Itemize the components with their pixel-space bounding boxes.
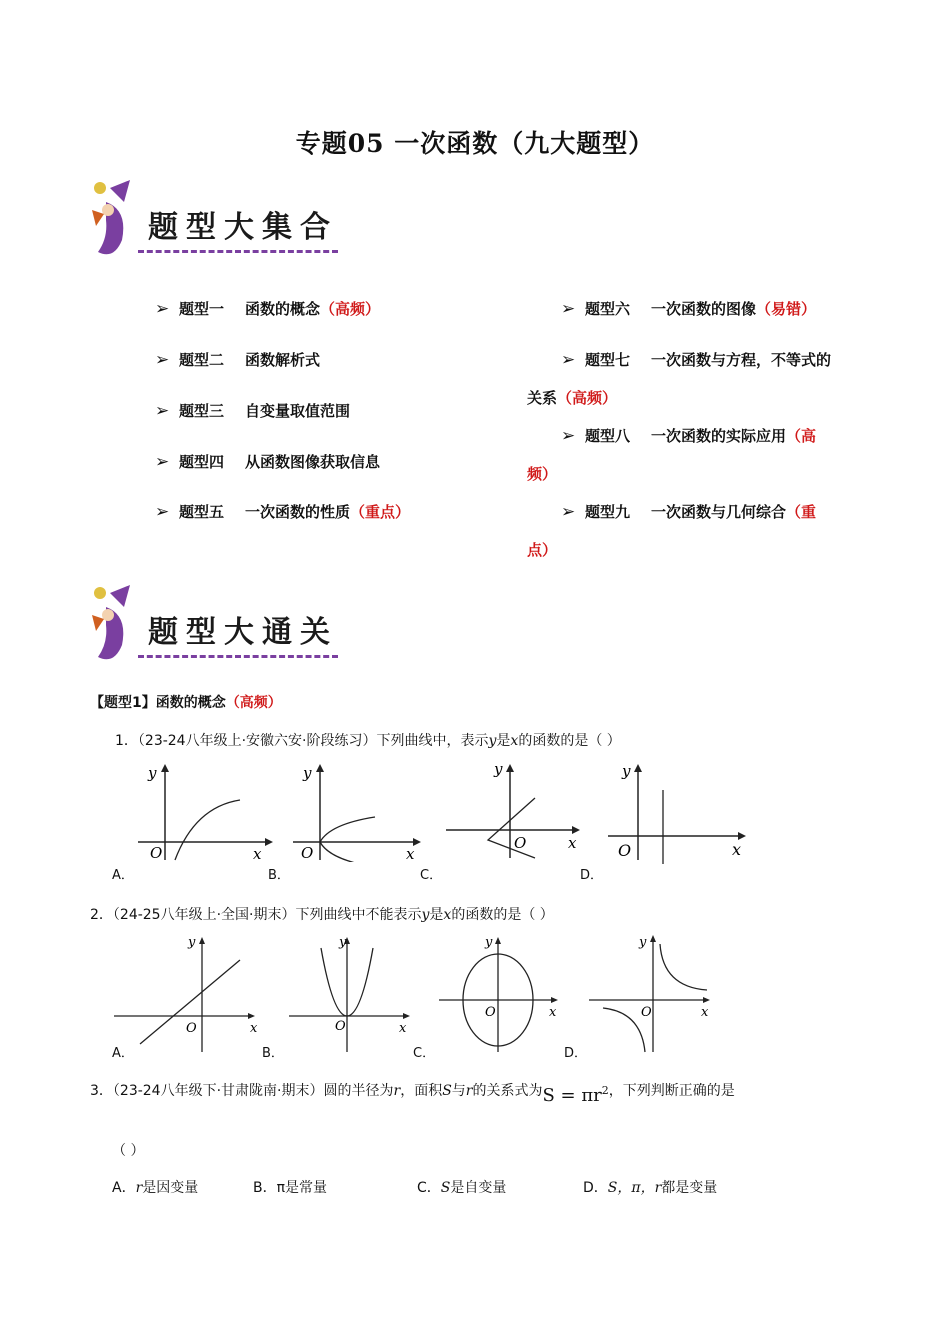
axis-origin-label: O [485,1005,496,1020]
axis-origin-label: O [301,844,314,862]
toc-item-5[interactable]: ➢ 题型五 一次函数的性质（重点） [155,502,411,522]
q1-graph-a [130,762,280,862]
banner-title: 题型大通关 [148,615,338,650]
q2-option-a[interactable]: A． [112,1046,134,1061]
banner-underline [138,250,338,253]
axis-y-label: y [485,935,493,950]
axis-y-label: y [339,935,347,950]
arrow-icon: ➢ [155,299,170,319]
toc-item-2[interactable]: ➢ 题型二 函数解析式 [155,350,321,370]
arrow-icon: ➢ [561,299,576,319]
arrow-icon: ➢ [561,426,576,446]
q2-option-c[interactable]: C． [413,1046,436,1061]
q2-graph-d [585,932,725,1056]
arrow-icon: ➢ [561,502,576,522]
axis-origin-label: O [514,834,527,852]
q1-graph-d [600,760,760,864]
axis-origin-label: O [150,844,163,862]
toc-item-9[interactable]: ➢ 题型九 一次函数与几何综合（重 [561,502,817,522]
question-3-paren: （ ） [112,1143,145,1159]
q2-graph-c [435,932,565,1056]
arrow-icon: ➢ [155,350,170,370]
axis-x-label: x [732,840,742,859]
arrow-icon: ➢ [155,452,170,472]
question-1-stem: 1．（23-24八年级上·安徽六安·阶段练习）下列曲线中，表示y是x的函数的是（ ） [115,733,621,749]
axis-x-label: x [568,834,577,852]
axis-x-label: x [253,845,262,862]
arrow-icon: ➢ [155,401,170,421]
section-banner-practice [88,585,358,675]
question-3-stem: 3．（23-24八年级下·甘肃陇南·期末）圆的半径为r，面积S与r的关系式为$S = \pi r^2$，下列判断正确的是 [90,1083,735,1106]
q2-graph-b [285,932,420,1056]
q1-option-d[interactable]: D． [580,868,604,883]
arrow-icon: ➢ [561,350,576,370]
axis-y-label: y [188,935,196,950]
axis-x-label: x [701,1005,709,1020]
axis-x-label: x [406,845,415,862]
toc-item-7-cont: 关系（高频） [527,389,618,407]
axis-origin-label: O [618,841,632,860]
axis-y-label: y [494,760,503,778]
q2-option-d[interactable]: D． [564,1046,588,1061]
q1-graph-b [285,762,435,862]
q1-option-c[interactable]: C． [420,868,443,883]
q3-option-c[interactable]: C．S是自变量 [417,1180,507,1196]
formula: $S = \pi r^2$ [542,1084,609,1106]
section-banner-collection [88,180,358,270]
toc-item-1[interactable]: ➢ 题型一 函数的概念（高频） [155,299,381,319]
arrow-icon: ➢ [155,502,170,522]
axis-x-label: x [549,1005,557,1020]
axis-x-label: x [250,1021,258,1036]
q1-option-b[interactable]: B． [268,868,290,883]
axis-origin-label: O [186,1021,197,1036]
axis-y-label: y [303,764,312,782]
q3-option-b[interactable]: B．π是常量 [253,1180,328,1196]
toc-item-3[interactable]: ➢ 题型三 自变量取值范围 [155,401,351,421]
q1-graph-c [440,758,590,862]
toc-item-8[interactable]: ➢ 题型八 一次函数的实际应用（高 [561,426,817,446]
banner-title: 题型大集合 [148,210,338,245]
axis-y-label: y [148,764,157,782]
toc-item-8-cont: 频） [527,465,558,483]
toc-item-6[interactable]: ➢ 题型六 一次函数的图像（易错） [561,299,817,319]
toc-item-7[interactable]: ➢ 题型七 一次函数与方程，不等式的 [561,350,832,370]
banner-underline [138,655,338,658]
axis-origin-label: O [641,1005,652,1020]
toc-item-9-cont: 点） [527,541,558,559]
axis-x-label: x [399,1021,407,1036]
q2-graph-a [110,932,270,1056]
q2-option-b[interactable]: B． [262,1046,284,1061]
section-heading: 【题型1】函数的概念（高频） [90,695,282,711]
q3-option-a[interactable]: A．r是因变量 [112,1180,199,1196]
axis-y-label: y [622,762,631,780]
axis-origin-label: O [335,1019,346,1034]
q1-option-a[interactable]: A． [112,868,134,883]
question-2-stem: 2．（24-25八年级上·全国·期末）下列曲线中不能表示y是x的函数的是（ ） [90,907,554,923]
toc-item-4[interactable]: ➢ 题型四 从函数图像获取信息 [155,452,381,472]
page-title: 专题05 一次函数（九大题型） [295,129,655,158]
q3-option-d[interactable]: D．S，π，r都是变量 [583,1180,718,1196]
axis-y-label: y [639,935,647,950]
